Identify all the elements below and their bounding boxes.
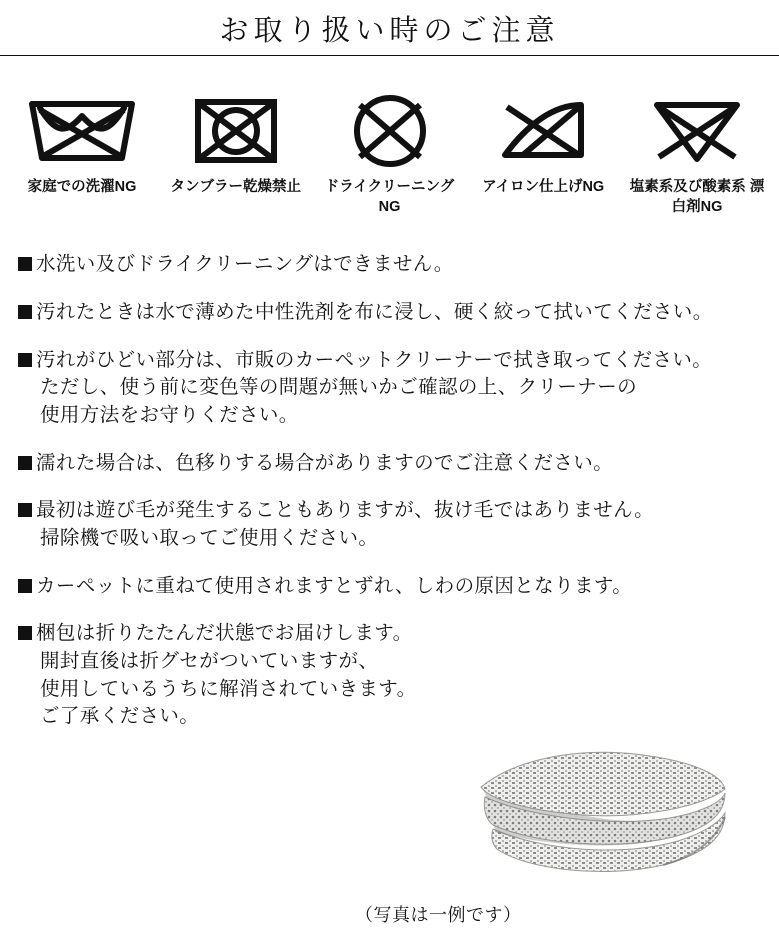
square-bullet-icon (18, 305, 32, 319)
no-home-wash-icon (26, 92, 138, 170)
folded-rug-photo (463, 737, 733, 897)
square-bullet-icon (18, 626, 32, 640)
square-bullet-icon (18, 456, 32, 470)
care-symbol-item (162, 92, 310, 198)
no-tumble-dry-icon (191, 92, 281, 170)
note-text: カーペットに重ねて使用されますとずれ、しわの原因となります。 (36, 574, 633, 597)
note-item (18, 299, 761, 327)
page-header (0, 0, 779, 62)
note-text: ただし、使う前に変色等の問題が無いかご確認の上、クリーナーの (40, 376, 638, 399)
square-bullet-icon (18, 353, 32, 367)
note-item (18, 497, 761, 552)
care-symbol-item (316, 92, 464, 217)
photo-caption: （写真は一例です） (355, 905, 522, 925)
page-title: お取り扱い時のご注意 (219, 15, 560, 47)
care-symbol-caption: タンブラー乾燥禁止 (170, 179, 301, 195)
note-item (18, 573, 761, 601)
note-item (18, 347, 761, 430)
care-symbol-item (469, 92, 617, 198)
care-symbol-caption: ドライクリーニングNG (324, 179, 455, 215)
care-symbol-item (8, 92, 156, 198)
square-bullet-icon (18, 579, 32, 593)
care-symbol-item (623, 92, 771, 217)
note-item (18, 620, 761, 731)
square-bullet-icon (18, 503, 32, 517)
care-symbol-caption: 塩素系及び酸素系 漂白剤NG (629, 179, 765, 215)
note-text: 汚れがひどい部分は、市販のカーペットクリーナーで拭き取ってください。 (36, 348, 713, 371)
care-symbol-caption: 家庭での洗濯NG (27, 179, 137, 195)
care-symbol-caption: アイロン仕上げNG (482, 179, 605, 195)
no-iron-icon (497, 92, 589, 170)
care-symbol-row (0, 62, 779, 217)
note-text: ご了承ください。 (40, 705, 200, 728)
note-text: 最初は遊び毛が発生することもありますが、抜け毛ではありません。 (36, 499, 655, 522)
header-divider (0, 55, 779, 56)
no-dry-clean-icon (348, 92, 432, 170)
note-text: 開封直後は折グセがついていますが、 (40, 650, 379, 672)
note-text: 使用方法をお守りください。 (40, 403, 299, 426)
note-text: 汚れたときは水で薄めた中性洗剤を布に浸し、硬く絞って拭いてください。 (36, 300, 713, 323)
no-bleach-icon (651, 92, 743, 170)
notes-list (0, 217, 779, 731)
note-text: 掃除機で吸い取ってご使用ください。 (40, 526, 379, 549)
note-text: 水洗い及びドライクリーニングはできません。 (36, 253, 454, 276)
note-item (18, 450, 761, 478)
square-bullet-icon (18, 257, 32, 271)
note-text: 濡れた場合は、色移りする場合がありますのでご注意ください。 (36, 451, 614, 474)
note-item (18, 251, 761, 279)
note-text: 梱包は折りたたんだ状態でお届けします。 (36, 622, 413, 645)
note-text: 使用しているうちに解消されていきます。 (40, 677, 417, 700)
